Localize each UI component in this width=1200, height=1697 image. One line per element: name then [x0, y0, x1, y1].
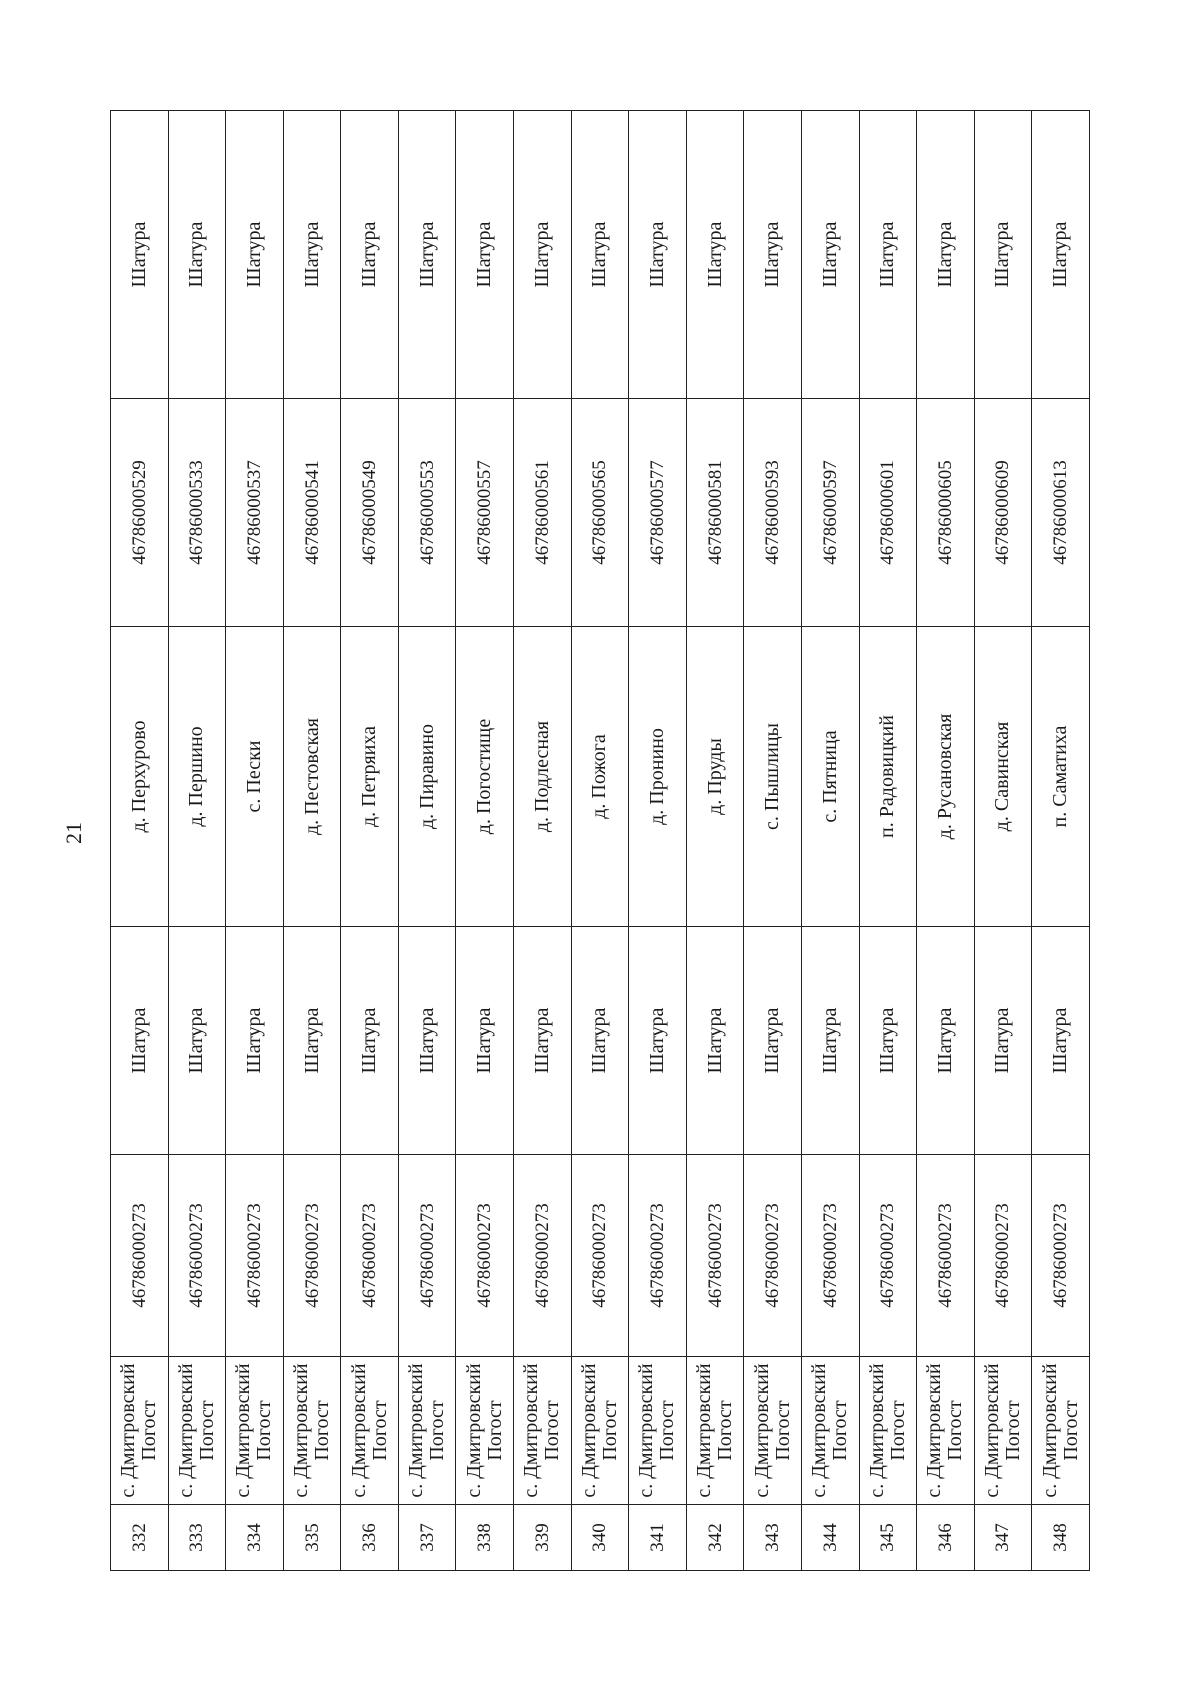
settlement-district-cell: Шатура	[226, 927, 284, 1155]
settlement-district-cell: Шатура	[398, 927, 456, 1155]
locality-district-cell: Шатура	[398, 111, 456, 399]
row-number-cell: 338	[456, 1505, 514, 1571]
row-number-cell: 345	[859, 1505, 917, 1571]
locality-district-cell: Шатура	[629, 111, 687, 399]
locality-oktmo-cell: 46786000613	[1032, 399, 1090, 627]
page-number: 21	[61, 822, 86, 844]
settlement-cell	[341, 1357, 399, 1505]
settlement-cell	[629, 1357, 687, 1505]
settlement-oktmo-cell: 46786000273	[111, 1155, 169, 1357]
settlement-district-cell: Шатура	[744, 927, 802, 1155]
settlement-cell	[1032, 1357, 1090, 1505]
settlement-line-1: с. Дмитровский	[174, 1363, 197, 1498]
settlement-line-2: Погост	[541, 1400, 564, 1461]
locality-oktmo-cell: 46786000537	[226, 399, 284, 627]
settlement-cell	[398, 1357, 456, 1505]
settlement-line-2: Погост	[368, 1400, 391, 1461]
settlement-oktmo-cell: 46786000273	[629, 1155, 687, 1357]
row-number-cell: 341	[629, 1505, 687, 1571]
table-container	[110, 111, 1090, 1571]
settlement-line-1: с. Дмитровский	[290, 1363, 313, 1498]
settlement-line-2: Погост	[483, 1400, 506, 1461]
row-number-cell: 347	[974, 1505, 1032, 1571]
locality-oktmo-cell: 46786000609	[974, 399, 1032, 627]
table-row	[456, 111, 514, 1571]
settlement-district-cell: Шатура	[801, 927, 859, 1155]
settlement-cell	[283, 1357, 341, 1505]
locality-cell: д. Савинская	[974, 627, 1032, 927]
settlement-line-2: Погост	[311, 1400, 334, 1461]
locality-oktmo-cell: 46786000597	[801, 399, 859, 627]
locality-oktmo-cell: 46786000549	[341, 399, 399, 627]
settlement-oktmo-cell: 46786000273	[168, 1155, 226, 1357]
settlement-district-cell: Шатура	[917, 927, 975, 1155]
table-row	[168, 111, 226, 1571]
locality-cell: с. Пятница	[801, 627, 859, 927]
row-number-cell: 339	[514, 1505, 572, 1571]
settlement-line-2: Погост	[886, 1400, 909, 1461]
row-number-cell: 348	[1032, 1505, 1090, 1571]
settlement-cell	[111, 1357, 169, 1505]
table-row	[398, 111, 456, 1571]
locality-cell: д. Погостище	[456, 627, 514, 927]
locality-district-cell: Шатура	[974, 111, 1032, 399]
settlement-oktmo-cell: 46786000273	[283, 1155, 341, 1357]
settlement-district-cell: Шатура	[283, 927, 341, 1155]
settlement-line-1: с. Дмитровский	[520, 1363, 543, 1498]
locality-district-cell: Шатура	[111, 111, 169, 399]
locality-oktmo-cell: 46786000581	[686, 399, 744, 627]
settlement-line-1: с. Дмитровский	[693, 1363, 716, 1498]
locality-oktmo-cell: 46786000529	[111, 399, 169, 627]
settlement-district-cell: Шатура	[571, 927, 629, 1155]
settlement-cell	[917, 1357, 975, 1505]
locality-cell: д. Петряиха	[341, 627, 399, 927]
locality-cell: д. Перхурово	[111, 627, 169, 927]
locality-cell: п. Саматиха	[1032, 627, 1090, 927]
table-row	[917, 111, 975, 1571]
locality-oktmo-cell: 46786000605	[917, 399, 975, 627]
settlement-line-1: с. Дмитровский	[462, 1363, 485, 1498]
locality-oktmo-cell: 46786000593	[744, 399, 802, 627]
settlement-line-2: Погост	[253, 1400, 276, 1461]
settlement-cell	[226, 1357, 284, 1505]
settlement-oktmo-cell: 46786000273	[226, 1155, 284, 1357]
settlement-district-cell: Шатура	[111, 927, 169, 1155]
locality-district-cell: Шатура	[456, 111, 514, 399]
settlement-line-2: Погост	[1059, 1400, 1082, 1461]
settlement-oktmo-cell: 46786000273	[456, 1155, 514, 1357]
settlement-district-cell: Шатура	[629, 927, 687, 1155]
settlement-cell	[801, 1357, 859, 1505]
table-row	[744, 111, 802, 1571]
settlement-line-2: Погост	[656, 1400, 679, 1461]
locality-cell: д. Першино	[168, 627, 226, 927]
table-row	[571, 111, 629, 1571]
settlement-district-cell: Шатура	[859, 927, 917, 1155]
settlement-line-1: с. Дмитровский	[923, 1363, 946, 1498]
settlement-line-2: Погост	[598, 1400, 621, 1461]
settlement-line-2: Погост	[771, 1400, 794, 1461]
locality-oktmo-cell: 46786000541	[283, 399, 341, 627]
settlement-oktmo-cell: 46786000273	[859, 1155, 917, 1357]
table-row	[801, 111, 859, 1571]
settlement-oktmo-cell: 46786000273	[1032, 1155, 1090, 1357]
settlement-line-1: с. Дмитровский	[750, 1363, 773, 1498]
settlement-line-2: Погост	[1001, 1400, 1024, 1461]
locality-cell: д. Подлесная	[514, 627, 572, 927]
locality-district-cell: Шатура	[744, 111, 802, 399]
table-row	[974, 111, 1032, 1571]
settlement-line-1: с. Дмитровский	[577, 1363, 600, 1498]
locality-district-cell: Шатура	[571, 111, 629, 399]
row-number-cell: 334	[226, 1505, 284, 1571]
settlement-oktmo-cell: 46786000273	[801, 1155, 859, 1357]
row-number-cell: 344	[801, 1505, 859, 1571]
table-row	[283, 111, 341, 1571]
settlement-line-1: с. Дмитровский	[347, 1363, 370, 1498]
settlement-cell	[744, 1357, 802, 1505]
locality-cell: д. Пронино	[629, 627, 687, 927]
settlement-district-cell: Шатура	[1032, 927, 1090, 1155]
settlement-line-1: с. Дмитровский	[808, 1363, 831, 1498]
settlement-line-1: с. Дмитровский	[635, 1363, 658, 1498]
locality-oktmo-cell: 46786000533	[168, 399, 226, 627]
locality-cell: с. Пышлицы	[744, 627, 802, 927]
locality-cell: с. Пески	[226, 627, 284, 927]
settlement-cell	[456, 1357, 514, 1505]
settlement-line-1: с. Дмитровский	[865, 1363, 888, 1498]
settlement-oktmo-cell: 46786000273	[398, 1155, 456, 1357]
settlement-oktmo-cell: 46786000273	[974, 1155, 1032, 1357]
row-number-cell: 343	[744, 1505, 802, 1571]
locality-oktmo-cell: 46786000557	[456, 399, 514, 627]
row-number-cell: 332	[111, 1505, 169, 1571]
locality-cell: д. Пожога	[571, 627, 629, 927]
locality-cell: д. Пиравино	[398, 627, 456, 927]
locality-district-cell: Шатура	[917, 111, 975, 399]
locality-district-cell: Шатура	[859, 111, 917, 399]
settlement-line-2: Погост	[714, 1400, 737, 1461]
table-body	[111, 111, 1090, 1571]
table-row	[111, 111, 169, 1571]
settlement-line-1: с. Дмитровский	[405, 1363, 428, 1498]
settlement-line-2: Погост	[426, 1400, 449, 1461]
row-number-cell: 342	[686, 1505, 744, 1571]
settlement-line-2: Погост	[138, 1400, 161, 1461]
locality-cell: д. Пруды	[686, 627, 744, 927]
settlement-oktmo-cell: 46786000273	[744, 1155, 802, 1357]
locality-district-cell: Шатура	[341, 111, 399, 399]
locality-district-cell: Шатура	[168, 111, 226, 399]
settlement-district-cell: Шатура	[514, 927, 572, 1155]
locality-cell: п. Радовицкий	[859, 627, 917, 927]
settlement-cell	[686, 1357, 744, 1505]
locality-oktmo-cell: 46786000565	[571, 399, 629, 627]
table-row	[226, 111, 284, 1571]
row-number-cell: 336	[341, 1505, 399, 1571]
settlement-line-1: с. Дмитровский	[980, 1363, 1003, 1498]
locality-district-cell: Шатура	[686, 111, 744, 399]
locality-district-cell: Шатура	[1032, 111, 1090, 399]
settlement-line-2: Погост	[195, 1400, 218, 1461]
settlement-oktmo-cell: 46786000273	[571, 1155, 629, 1357]
settlement-cell	[168, 1357, 226, 1505]
table-row	[341, 111, 399, 1571]
row-number-cell: 335	[283, 1505, 341, 1571]
settlement-oktmo-cell: 46786000273	[917, 1155, 975, 1357]
settlement-oktmo-cell: 46786000273	[514, 1155, 572, 1357]
row-number-cell: 337	[398, 1505, 456, 1571]
table-row	[1032, 111, 1090, 1571]
row-number-cell: 333	[168, 1505, 226, 1571]
table-row	[629, 111, 687, 1571]
table-row	[859, 111, 917, 1571]
settlement-cell	[859, 1357, 917, 1505]
settlements-table	[110, 110, 1090, 1571]
settlement-district-cell: Шатура	[456, 927, 514, 1155]
locality-district-cell: Шатура	[226, 111, 284, 399]
settlement-district-cell: Шатура	[341, 927, 399, 1155]
settlement-line-2: Погост	[829, 1400, 852, 1461]
settlement-cell	[571, 1357, 629, 1505]
locality-cell: д. Русановская	[917, 627, 975, 927]
locality-district-cell: Шатура	[801, 111, 859, 399]
settlement-cell	[514, 1357, 572, 1505]
table-row	[686, 111, 744, 1571]
settlement-line-1: с. Дмитровский	[1038, 1363, 1061, 1498]
locality-cell: д. Пестовская	[283, 627, 341, 927]
locality-oktmo-cell: 46786000577	[629, 399, 687, 627]
row-number-cell: 340	[571, 1505, 629, 1571]
locality-oktmo-cell: 46786000561	[514, 399, 572, 627]
row-number-cell: 346	[917, 1505, 975, 1571]
locality-oktmo-cell: 46786000601	[859, 399, 917, 627]
locality-oktmo-cell: 46786000553	[398, 399, 456, 627]
locality-district-cell: Шатура	[283, 111, 341, 399]
settlement-district-cell: Шатура	[168, 927, 226, 1155]
settlement-line-2: Погост	[944, 1400, 967, 1461]
settlement-line-1: с. Дмитровский	[232, 1363, 255, 1498]
settlement-cell	[974, 1357, 1032, 1505]
locality-district-cell: Шатура	[514, 111, 572, 399]
settlement-district-cell: Шатура	[686, 927, 744, 1155]
settlement-oktmo-cell: 46786000273	[341, 1155, 399, 1357]
table-row	[514, 111, 572, 1571]
settlement-oktmo-cell: 46786000273	[686, 1155, 744, 1357]
settlement-line-1: с. Дмитровский	[117, 1363, 140, 1498]
settlement-district-cell: Шатура	[974, 927, 1032, 1155]
